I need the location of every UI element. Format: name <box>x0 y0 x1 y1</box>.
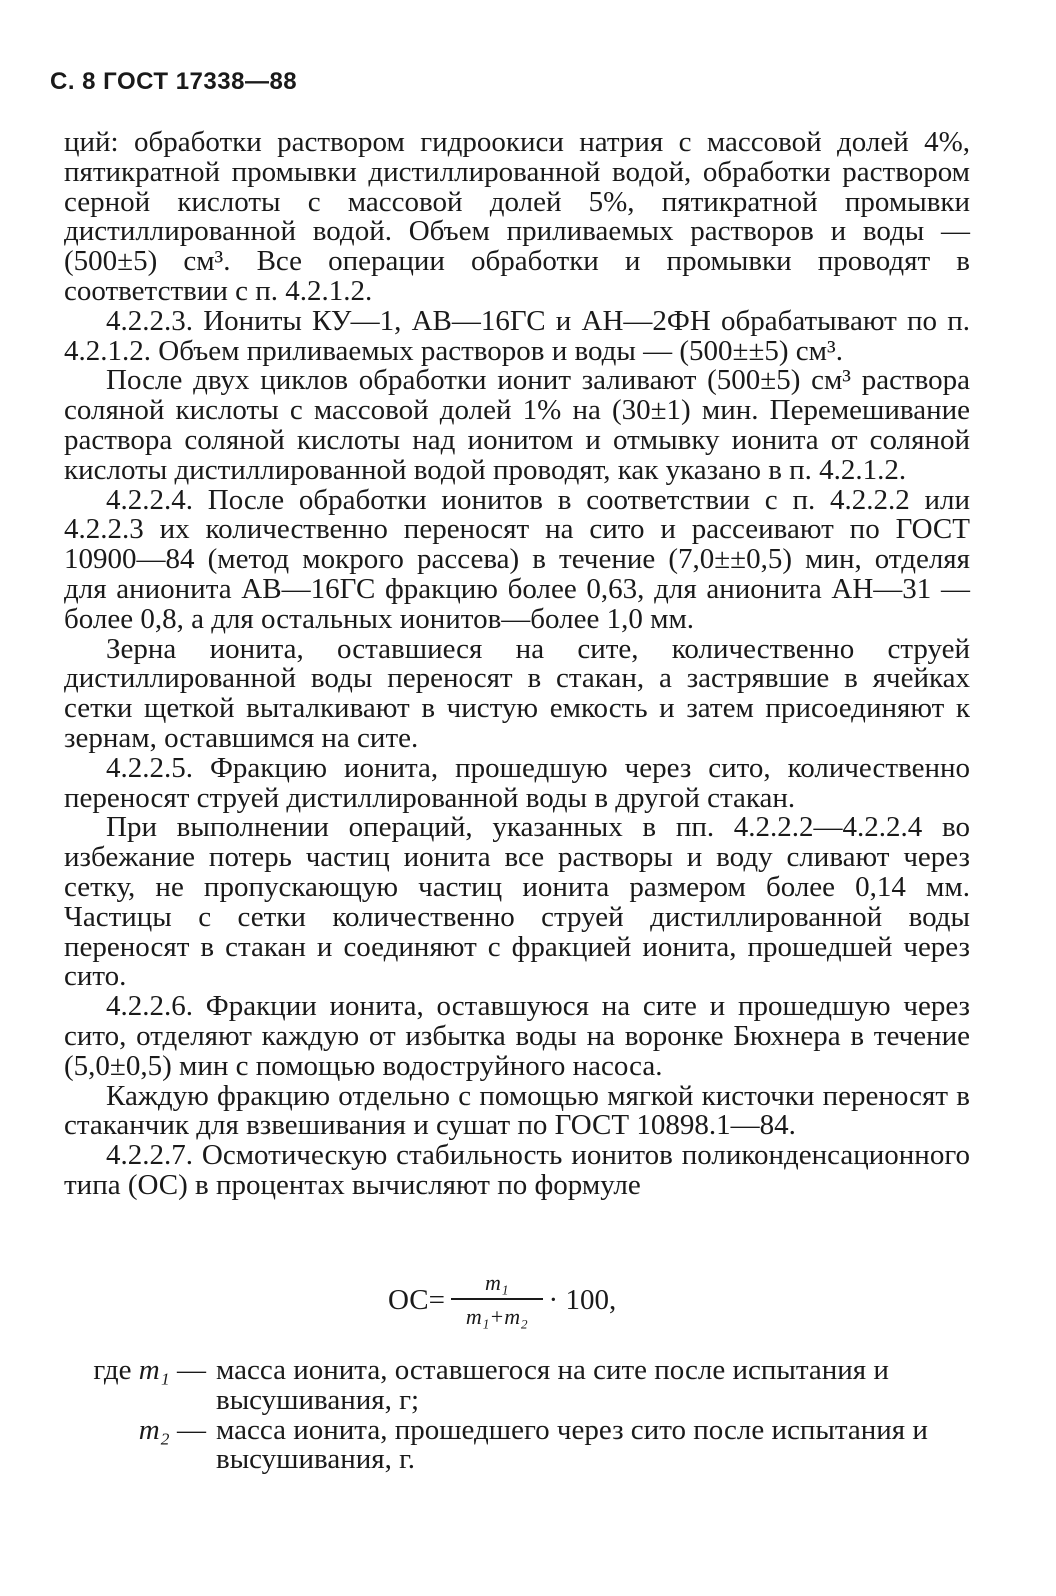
definition-symbol: m₁ <box>138 1354 170 1386</box>
definition-dash: — <box>177 1413 206 1446</box>
paragraph-4-2-2-6: 4.2.2.6. Фракции ионита, оставшуюся на сите и прошедшую через сито, отделяют каждую от избытка воды на воронке Бюхнера в течение (5,0±0,5) мин с помощью водоструйного насоса. <box>64 990 970 1082</box>
paragraph-grains: Зерна ионита, оставшиеся на сите, количественно струей дистиллированной воды переносят в стакан, а застрявшие в ячейках сетки щеткой выталкивают в чистую емкость и затем присоединяют к зернам, оставшимся на сите. <box>64 632 970 754</box>
paragraph-continuation: ций: обработки раствором гидроокиси натрия с массовой долей 4%, пятикратной промывки дистиллированной водой, обработки раствором серной кислоты с массовой долей 5%, пятикратной промывки дистиллированной водой. Объем приливаемых растворов и воды — (500±5) см³. Все операции обработки и промывки проводят в соответствии с п. 4.2.1.2. <box>64 126 970 307</box>
formula <box>388 1270 616 1330</box>
definitions <box>74 1356 974 1475</box>
formula-denominator: m₁+m₂ <box>465 1304 528 1329</box>
paragraph-4-2-2-7: 4.2.2.7. Осмотическую стабильность ионитов поликонденсационного типа (ОС) в процентах вычисляют по формуле <box>64 1139 970 1201</box>
definition-lead-word: где <box>93 1354 132 1386</box>
definition-symbol: m₂ <box>138 1413 170 1446</box>
formula-fraction <box>451 1270 543 1330</box>
formula-numerator: m₁ <box>451 1270 543 1300</box>
definition-m1 <box>74 1356 974 1416</box>
paragraph-fractions: Каждую фракцию отдельно с помощью мягкой кисточки переносят в стаканчик для взвешивания и сушат по ГОСТ 10898.1—84. <box>64 1079 970 1142</box>
definition-text: масса ионита, прошедшего через сито после испытания и высушивания, г. <box>216 1413 928 1476</box>
paragraph-4-2-2-4: 4.2.2.4. После обработки ионитов в соответствии с п. 4.2.2.2 или 4.2.2.3 их количественно переносят на сито и рассеивают по ГОСТ 10900—84 (метод мокрого рассева) в течение (7,0±±0,5) мин, отделяя для анионита АВ—16ГС фракцию более 0,63, для анионита АН—31 — более 0,8, а для остальных ионитов—более 1,0 мм. <box>64 483 970 635</box>
body-text <box>64 128 970 1201</box>
paragraph-operations: При выполнении операций, указанных в пп. 4.2.2.2—4.2.2.4 во избежание потерь частиц ионита все растворы и воду сливают через сетку, не пропускающую частиц ионита размером более 0,14 мм. Частицы с сетки количественно струей дистиллированной воды переносят в стакан и соединяют с фракцией ионита, прошедшей через сито. <box>64 811 970 993</box>
definition-dash: — <box>177 1354 206 1386</box>
formula-lhs: ОС= <box>388 1283 445 1316</box>
definition-m2 <box>74 1413 974 1476</box>
paragraph-4-2-2-3: 4.2.2.3. Иониты КУ—1, АВ—16ГС и АН—2ФН обрабатывают по п. 4.2.1.2. Объем приливаемых растворов и воды — (500±±5) см³. <box>64 304 970 367</box>
page-header: С. 8 ГОСТ 17338—88 <box>50 68 298 95</box>
paragraph-after-cycles: После двух циклов обработки ионит заливают (500±5) см³ раствора соляной кислоты с массовой долей 1% на (30±1) мин. Перемешивание раствора соляной кислоты над ионитом и отмывку ионита от соляной кислоты дистиллированной водой проводят, как указано в п. 4.2.1.2. <box>64 364 970 486</box>
paragraph-4-2-2-5: 4.2.2.5. Фракцию ионита, прошедшую через сито, количественно переносят струей дистиллированной воды в другой стакан. <box>64 751 970 814</box>
formula-rhs: · 100, <box>548 1283 617 1316</box>
definition-text: масса ионита, оставшегося на сите после испытания и высушивания, г; <box>216 1354 889 1416</box>
